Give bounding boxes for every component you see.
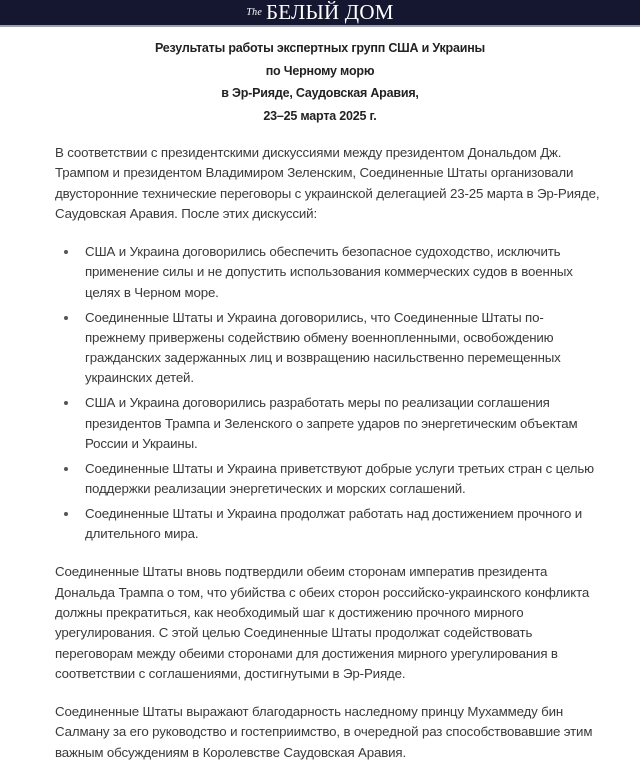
title-line: по Черному морю <box>265 63 375 78</box>
white-house-logo[interactable] <box>246 0 393 25</box>
list-item: Соединенные Штаты и Украина приветствуют добрые услуги третьих стран с целью поддержки реализации энергетических и морских соглашений. <box>85 459 603 500</box>
list-item: Соединенные Штаты и Украина договорились, что Соединенные Штаты по-прежнему привержены содействию обмену военнопленными, освобождению гражданских задержанных лиц и возвращению насильственно перемещенных украинских детей. <box>85 308 603 389</box>
list-item: Соединенные Штаты и Украина продолжат работать над достижением прочного и длительного мира. <box>85 504 603 545</box>
title-line: Результаты работы экспертных групп США и Украины <box>154 41 486 55</box>
paragraph: Соединенные Штаты вновь подтвердили обеим сторонам императив президента Дональда Трампа о том, что убийства с обеих сторон российско-украинского конфликта должны прекратиться, как необходимый шаг к достижению прочного мирного урегулирования. С этой целью Соединенные Штаты продолжат содействовать переговорам между обеими сторонами для достижения мирного урегулирования в соответствии с соглашениями, достигнутыми в Эр-Рияде. <box>55 564 590 681</box>
agreements-list <box>55 242 603 544</box>
site-header <box>0 0 640 27</box>
list-item: США и Украина договорились разработать меры по реализации соглашения президентов Трампа и Зеленского о запрете ударов по энергетическим объектам России и Украины. <box>85 393 603 454</box>
logo-text: БЕЛЫЙ ДОМ <box>266 0 394 24</box>
article-body <box>55 143 603 763</box>
logo-the: The <box>246 7 263 18</box>
title-date: 23–25 марта 2025 г. <box>263 108 377 123</box>
page-title <box>0 37 640 127</box>
list-item: США и Украина договорились обеспечить безопасное судоходство, исключить применение силы и не допустить использования коммерческих судов в военных целях в Черном море. <box>85 242 603 303</box>
intro-paragraph: В соответствии с президентскими дискуссиями между президентом Дональдом Дж. Трампом и президентом Владимиром Зеленским, Соединенные Штаты организовали двусторонние технические переговоры с украинской делегацией 23-25 марта в Эр-Рияде, Саудовская Аравия. После этих дискуссий: <box>55 145 600 221</box>
paragraph: Соединенные Штаты выражают благодарность наследному принцу Мухаммеду бин Салману за его руководство и гостеприимство, в очередной раз способствовавшие этим важным обсуждениям в Королевстве Саудовская Аравия. <box>55 704 593 760</box>
title-line: в Эр-Рияде, Саудовская Аравия, <box>221 86 419 100</box>
